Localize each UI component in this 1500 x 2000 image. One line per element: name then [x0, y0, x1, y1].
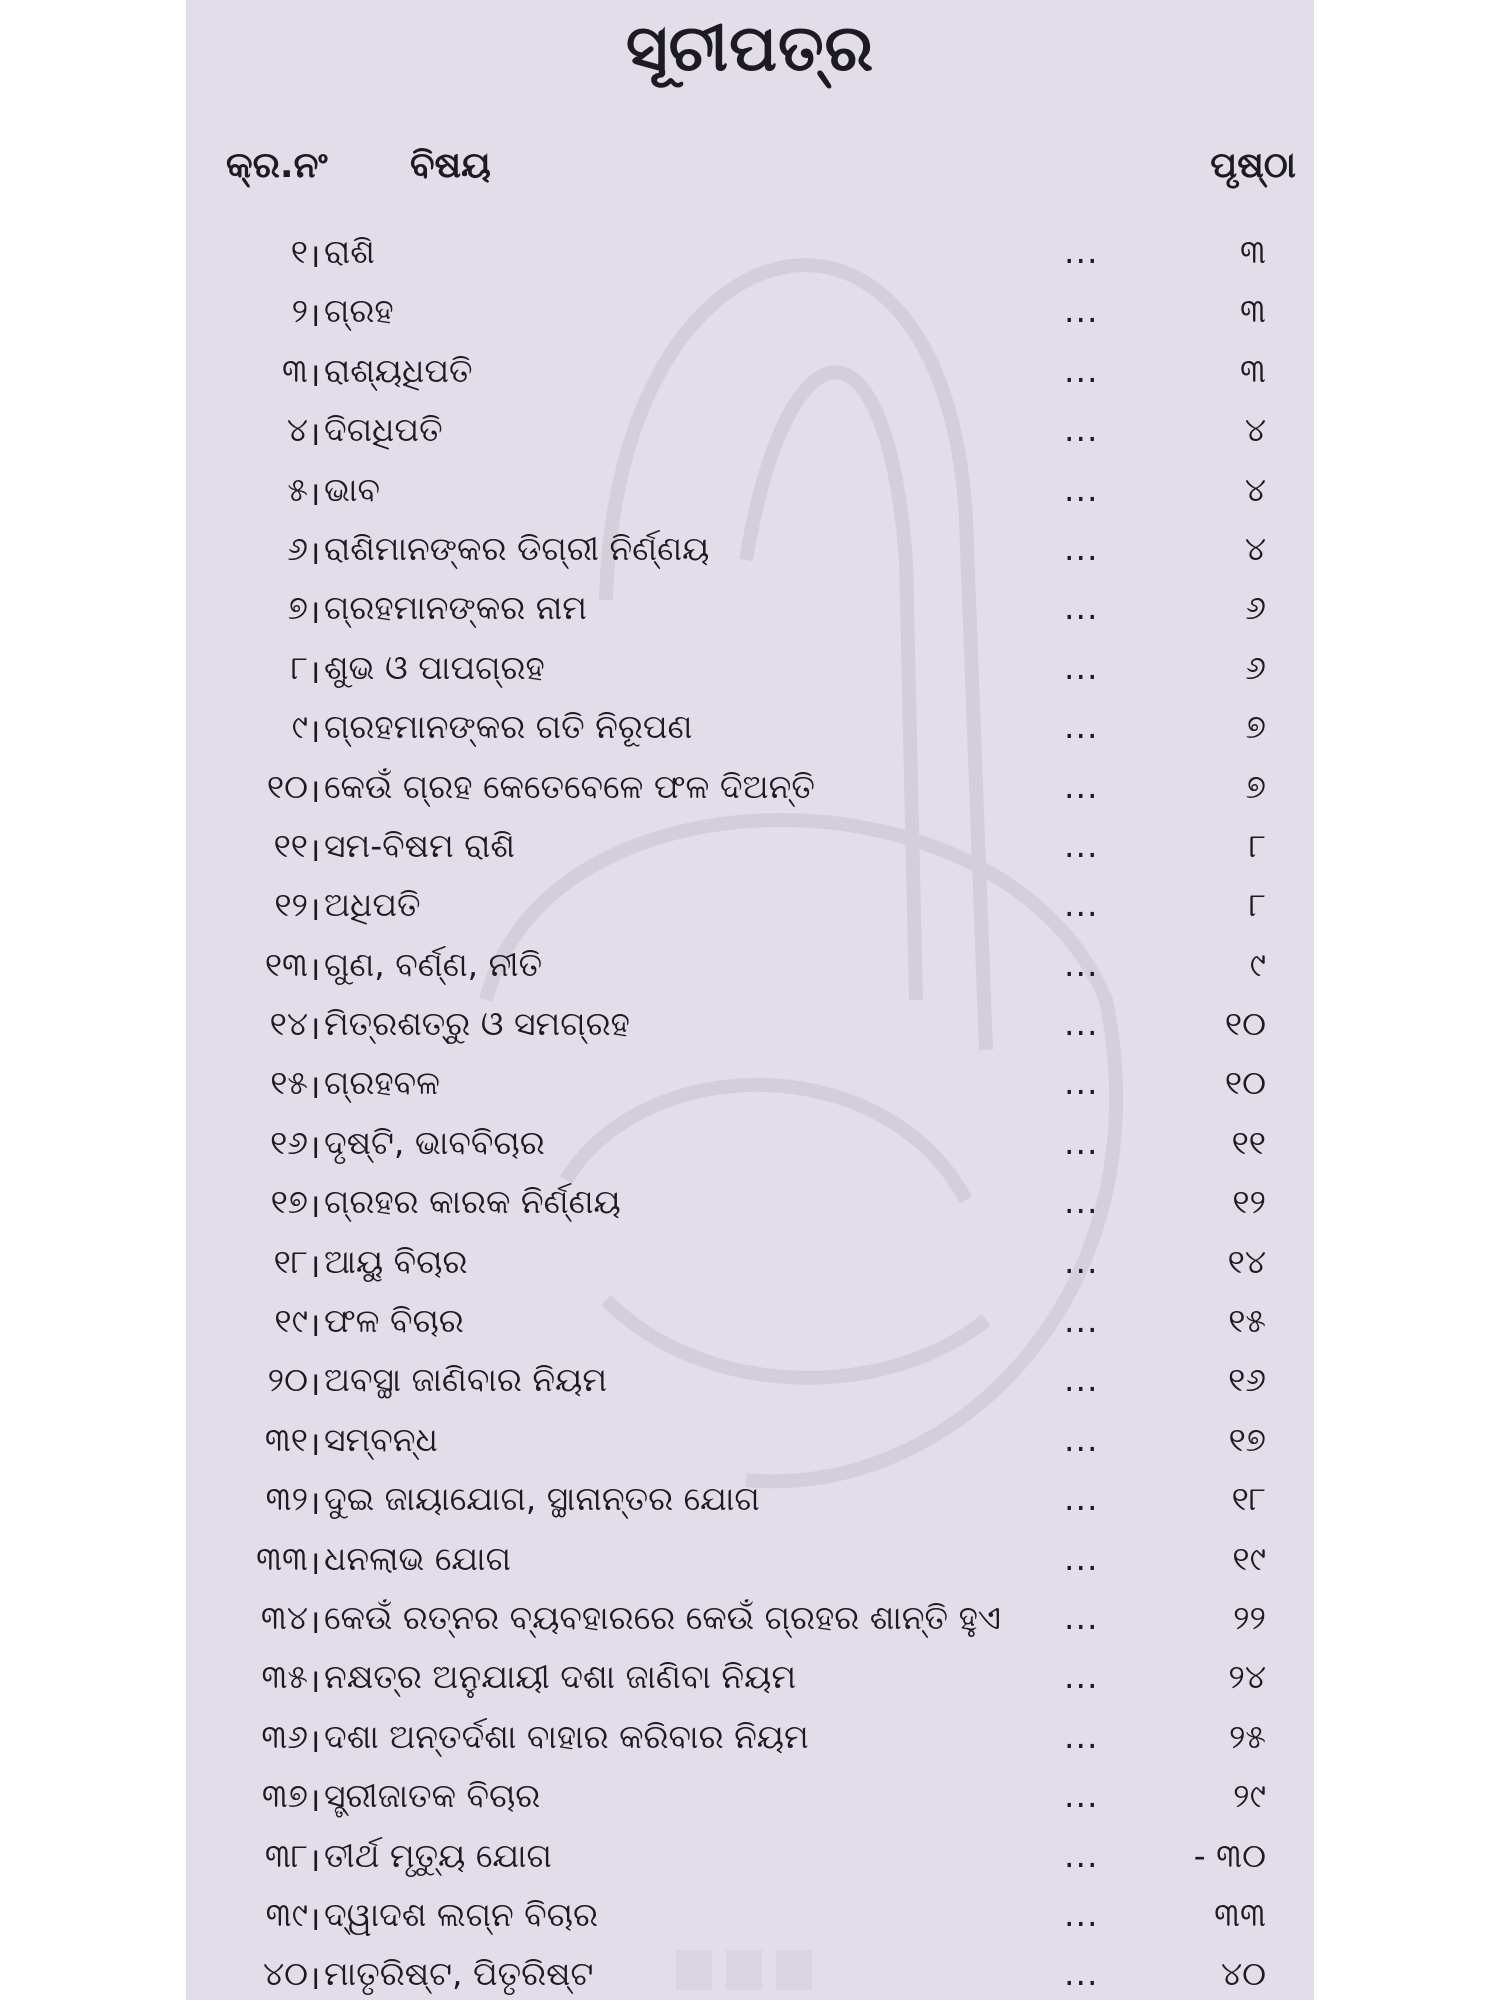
- entry-subject: ଗ୍ରହବଳ: [324, 1063, 440, 1103]
- list-item: [186, 761, 1314, 820]
- page-column-header: ପୃଷ୍ଠା: [1210, 145, 1296, 186]
- dot-leader: ...: [1064, 1894, 1099, 1934]
- list-item: [186, 1295, 1314, 1354]
- table-header: [186, 145, 1314, 205]
- entry-separator: ।: [308, 1661, 321, 1701]
- list-item: [186, 998, 1314, 1057]
- dot-leader: ...: [1064, 1657, 1099, 1697]
- entry-number: ୬: [287, 528, 308, 568]
- list-item: [186, 820, 1314, 879]
- entry-separator: ।: [308, 295, 321, 335]
- entry-separator: ।: [308, 1601, 321, 1641]
- entry-separator: ।: [308, 948, 321, 988]
- entry-number: ୩୬: [261, 1716, 308, 1756]
- entry-number: ୩୩: [256, 1538, 308, 1578]
- entry-number: ୧୩: [264, 944, 308, 984]
- entry-number: ୧: [290, 232, 308, 271]
- list-item: [186, 1592, 1314, 1651]
- entry-page-number: ୧୫: [1228, 1301, 1266, 1341]
- entry-separator: ।: [308, 1542, 321, 1582]
- list-item: [186, 523, 1314, 582]
- entry-subject: ଗ୍ରହ: [324, 291, 394, 331]
- entry-number: ୮: [290, 647, 308, 687]
- entry-separator: ।: [308, 651, 321, 691]
- subject-column-header: ବିଷୟ: [410, 145, 491, 186]
- entry-separator: ।: [308, 354, 321, 394]
- list-item: [186, 464, 1314, 523]
- entry-number: ୧୧: [273, 825, 308, 865]
- entry-page-number: ୧୬: [1228, 1360, 1266, 1400]
- entry-separator: ।: [308, 1186, 321, 1226]
- dot-leader: ...: [1064, 1241, 1099, 1281]
- list-item: [186, 226, 1314, 285]
- book-page: [186, 0, 1314, 2000]
- dot-leader: ...: [1064, 1122, 1099, 1162]
- entry-page-number: ୧୪: [1227, 1241, 1266, 1281]
- list-item: [186, 404, 1314, 463]
- entry-separator: ।: [308, 711, 321, 751]
- list-item: [186, 939, 1314, 998]
- entry-page-number: ୩: [1240, 232, 1266, 271]
- entry-separator: ।: [308, 1067, 321, 1107]
- entry-subject: ଦୁଇ ଜାୟାଯୋଗ, ସ୍ଥାନାନ୍ତର ଯୋଗ: [324, 1479, 760, 1519]
- dot-leader: ...: [1064, 825, 1099, 865]
- entry-number: ୩୯: [265, 1894, 308, 1934]
- serial-column-header: କ୍ର.ନଂ: [226, 145, 328, 186]
- entry-page-number: ୨୪: [1228, 1657, 1266, 1697]
- page-title: ସୂଚୀପତ୍ର: [625, 12, 875, 86]
- entry-subject: ଗ୍ରହମାନଙ୍କର ଗତି ନିରୂପଣ: [324, 707, 693, 747]
- list-item: [186, 1176, 1314, 1235]
- entry-subject: ଧନଲାଭ ଯୋଗ: [324, 1538, 511, 1578]
- entry-number: ୧୨: [274, 885, 308, 925]
- list-item: [186, 879, 1314, 938]
- entry-number: ୧୪: [269, 1004, 308, 1044]
- entry-page-number: - ୩୦: [1193, 1835, 1266, 1875]
- entry-subject: ଦ୍ୱାଦଶ ଲଗ୍ନ ବିଚାର: [324, 1894, 598, 1934]
- entry-page-number: ୧୨: [1232, 1182, 1266, 1222]
- entry-page-number: ୬: [1245, 647, 1266, 687]
- entry-subject: ଦଶା ଅନ୍ତର୍ଦଶା ବାହାର କରିବାର ନିୟମ: [324, 1716, 809, 1756]
- entry-subject: ଆୟୁ ବିଚାର: [324, 1241, 468, 1281]
- list-item: [186, 1889, 1314, 1948]
- entry-subject: ତୀର୍ଥ ମୃତ୍ୟୁ ଯୋଗ: [324, 1835, 552, 1875]
- entry-subject: ନକ୍ଷତ୍ର ଅନୁଯାୟୀ ଦଶା ଜାଣିବା ନିୟମ: [324, 1657, 797, 1697]
- entry-page-number: ୮: [1248, 885, 1266, 925]
- entry-separator: ।: [308, 473, 321, 513]
- list-item: [186, 1948, 1314, 2000]
- entry-page-number: ୨୯: [1233, 1776, 1266, 1816]
- entry-page-number: ୩୩: [1214, 1894, 1266, 1934]
- list-item: [186, 345, 1314, 404]
- entry-subject: ଶୁଭ ଓ ପାପଗ୍ରହ: [324, 647, 545, 687]
- dot-leader: ...: [1064, 944, 1099, 984]
- entry-number: ୩୮: [264, 1835, 308, 1875]
- entry-page-number: ୪: [1244, 469, 1266, 509]
- entry-number: ୪୦: [262, 1954, 308, 1994]
- entry-number: ୫: [287, 469, 308, 509]
- list-item: [186, 642, 1314, 701]
- entry-page-number: ୯: [1249, 944, 1266, 984]
- list-item: [186, 1473, 1314, 1532]
- entry-number: ୨: [291, 291, 308, 331]
- entry-separator: ।: [308, 592, 321, 632]
- entry-separator: ।: [308, 236, 321, 275]
- dot-leader: ...: [1064, 291, 1099, 331]
- entry-page-number: ୧୮: [1231, 1479, 1266, 1519]
- entry-subject: ଭାବ: [324, 469, 381, 509]
- entry-separator: ।: [308, 770, 321, 810]
- dot-leader: ...: [1064, 707, 1099, 747]
- entry-page-number: ୨୨: [1233, 1597, 1266, 1637]
- entry-subject: କେଉଁ ଗ୍ରହ କେତେବେଳେ ଫଳ ଦିଅନ୍ତି: [324, 766, 815, 806]
- list-item: [186, 1236, 1314, 1295]
- dot-leader: ...: [1064, 766, 1099, 806]
- list-item: [186, 1414, 1314, 1473]
- entry-separator: ।: [308, 1126, 321, 1166]
- entry-number: ୪: [286, 410, 308, 450]
- entry-separator: ।: [308, 1720, 321, 1760]
- list-item: [186, 1830, 1314, 1889]
- entry-number: ୩୪: [260, 1597, 308, 1637]
- dot-leader: ...: [1064, 350, 1099, 390]
- entry-page-number: ୪୦: [1220, 1954, 1266, 1994]
- entry-number: ୧୭: [270, 1182, 308, 1222]
- entry-number: ୧୮: [273, 1241, 308, 1281]
- entry-subject: ଗ୍ରହର କାରକ ନିର୍ଣ୍ଣୟ: [324, 1182, 621, 1222]
- entry-page-number: ୬: [1245, 588, 1266, 628]
- entry-separator: ।: [308, 532, 321, 572]
- entry-page-number: ୪: [1244, 528, 1266, 568]
- entry-page-number: ୪: [1244, 410, 1266, 450]
- dot-leader: ...: [1064, 588, 1099, 628]
- entry-subject: ମାତୃରିଷ୍ଟ, ପିତୃରିଷ୍ଟ: [324, 1954, 594, 1994]
- entry-page-number: ୧୦: [1224, 1004, 1266, 1044]
- entry-subject: ସମ୍ବନ୍ଧ: [324, 1419, 438, 1459]
- dot-leader: ...: [1064, 410, 1099, 450]
- entry-separator: ।: [308, 1839, 321, 1879]
- dot-leader: ...: [1064, 885, 1099, 925]
- dot-leader: ...: [1064, 1004, 1099, 1044]
- entry-number: ୩: [282, 350, 308, 390]
- entry-subject: ଦିଗଧିପତି: [324, 410, 443, 450]
- dot-leader: ...: [1064, 232, 1099, 271]
- entry-number: ୧୫: [270, 1063, 308, 1103]
- entry-subject: ଦୃଷ୍ଟି, ଭାବବିଚାର: [324, 1122, 545, 1162]
- list-item: [186, 1711, 1314, 1770]
- dot-leader: ...: [1064, 1597, 1099, 1637]
- entry-number: ୨୦: [267, 1360, 308, 1400]
- entry-number: ୧୬: [270, 1122, 308, 1162]
- dot-leader: ...: [1064, 528, 1099, 568]
- dot-leader: ...: [1064, 1301, 1099, 1341]
- dot-leader: ...: [1064, 1063, 1099, 1103]
- entry-number: ୩୨: [265, 1479, 308, 1519]
- entry-separator: ।: [308, 1008, 321, 1048]
- entry-subject: ଅବସ୍ଥା ଜାଣିବାର ନିୟମ: [324, 1360, 608, 1400]
- entry-subject: କେଉଁ ରତ୍ନର ବ୍ୟବହାରରେ କେଉଁ ଗ୍ରହର ଶାନ୍ତି ହୁଏ: [324, 1597, 1002, 1637]
- entry-subject: ଫଳ ବିଚାର: [324, 1301, 464, 1341]
- list-item: [186, 1651, 1314, 1710]
- list-item: [186, 582, 1314, 641]
- entry-page-number: ୮: [1248, 825, 1266, 865]
- entry-page-number: ୩: [1240, 291, 1266, 331]
- entry-page-number: ୨୫: [1228, 1716, 1266, 1756]
- entry-page-number: ୧୯: [1232, 1538, 1266, 1578]
- list-item: [186, 1770, 1314, 1829]
- dot-leader: ...: [1064, 469, 1099, 509]
- dot-leader: ...: [1064, 1538, 1099, 1578]
- entry-number: ୩୫: [261, 1657, 308, 1697]
- entry-number: ୧୦: [266, 766, 308, 806]
- entry-separator: ।: [308, 1245, 321, 1285]
- entry-separator: ।: [308, 1958, 321, 1998]
- entry-subject: ସ୍ତ୍ରୀଜାତକ ବିଚାର: [324, 1776, 541, 1816]
- entry-subject: ଗୁଣ, ବର୍ଣ୍ଣ, ନୀତି: [324, 944, 543, 984]
- dot-leader: ...: [1064, 1419, 1099, 1459]
- entry-separator: ।: [308, 1423, 321, 1463]
- list-item: [186, 285, 1314, 344]
- entry-subject: ଅଧିପତି: [324, 885, 421, 925]
- entry-page-number: ୧୦: [1224, 1063, 1266, 1103]
- entry-page-number: ୧୭: [1228, 1419, 1266, 1459]
- dot-leader: ...: [1064, 1360, 1099, 1400]
- entry-page-number: ୭: [1245, 707, 1266, 747]
- entry-subject: ମିତ୍ରଶତ୍ରୁ ଓ ସମଗ୍ରହ: [324, 1004, 630, 1044]
- dot-leader: ...: [1064, 647, 1099, 687]
- list-item: [186, 1354, 1314, 1413]
- dot-leader: ...: [1064, 1954, 1099, 1994]
- entry-number: ୯: [291, 707, 308, 747]
- entry-number: ୩୧: [264, 1419, 308, 1459]
- entry-page-number: ୭: [1245, 766, 1266, 806]
- entry-subject: ରାଶି: [324, 232, 375, 271]
- dot-leader: ...: [1064, 1835, 1099, 1875]
- entry-separator: ।: [308, 889, 321, 929]
- entry-number: ୧୯: [274, 1301, 308, 1341]
- dot-leader: ...: [1064, 1182, 1099, 1222]
- entry-separator: ।: [308, 829, 321, 869]
- list-item: [186, 1533, 1314, 1592]
- entry-separator: ।: [308, 414, 321, 454]
- entry-subject: ରାଶିମାନଙ୍କର ଡିଗ୍ରୀ ନିର୍ଣ୍ଣୟ: [324, 528, 710, 568]
- list-item: [186, 1117, 1314, 1176]
- dot-leader: ...: [1064, 1479, 1099, 1519]
- entry-subject: ରାଶ୍ୟଧିପତି: [324, 350, 473, 390]
- entry-separator: ।: [308, 1364, 321, 1404]
- entry-number: ୭: [287, 588, 308, 628]
- entry-page-number: ୧୧: [1231, 1122, 1266, 1162]
- entry-separator: ।: [308, 1780, 321, 1820]
- entry-separator: ।: [308, 1483, 321, 1523]
- entry-subject: ସମ-ବିଷମ ରାଶି: [324, 825, 515, 865]
- entry-number: ୩୭: [261, 1776, 308, 1816]
- dot-leader: ...: [1064, 1776, 1099, 1816]
- entry-page-number: ୩: [1240, 350, 1266, 390]
- entry-separator: ।: [308, 1305, 321, 1345]
- entry-subject: ଗ୍ରହମାନଙ୍କର ନାମ: [324, 588, 587, 628]
- entry-separator: ।: [308, 1898, 321, 1938]
- dot-leader: ...: [1064, 1716, 1099, 1756]
- table-of-contents: [186, 226, 1314, 2000]
- list-item: [186, 1057, 1314, 1116]
- list-item: [186, 701, 1314, 760]
